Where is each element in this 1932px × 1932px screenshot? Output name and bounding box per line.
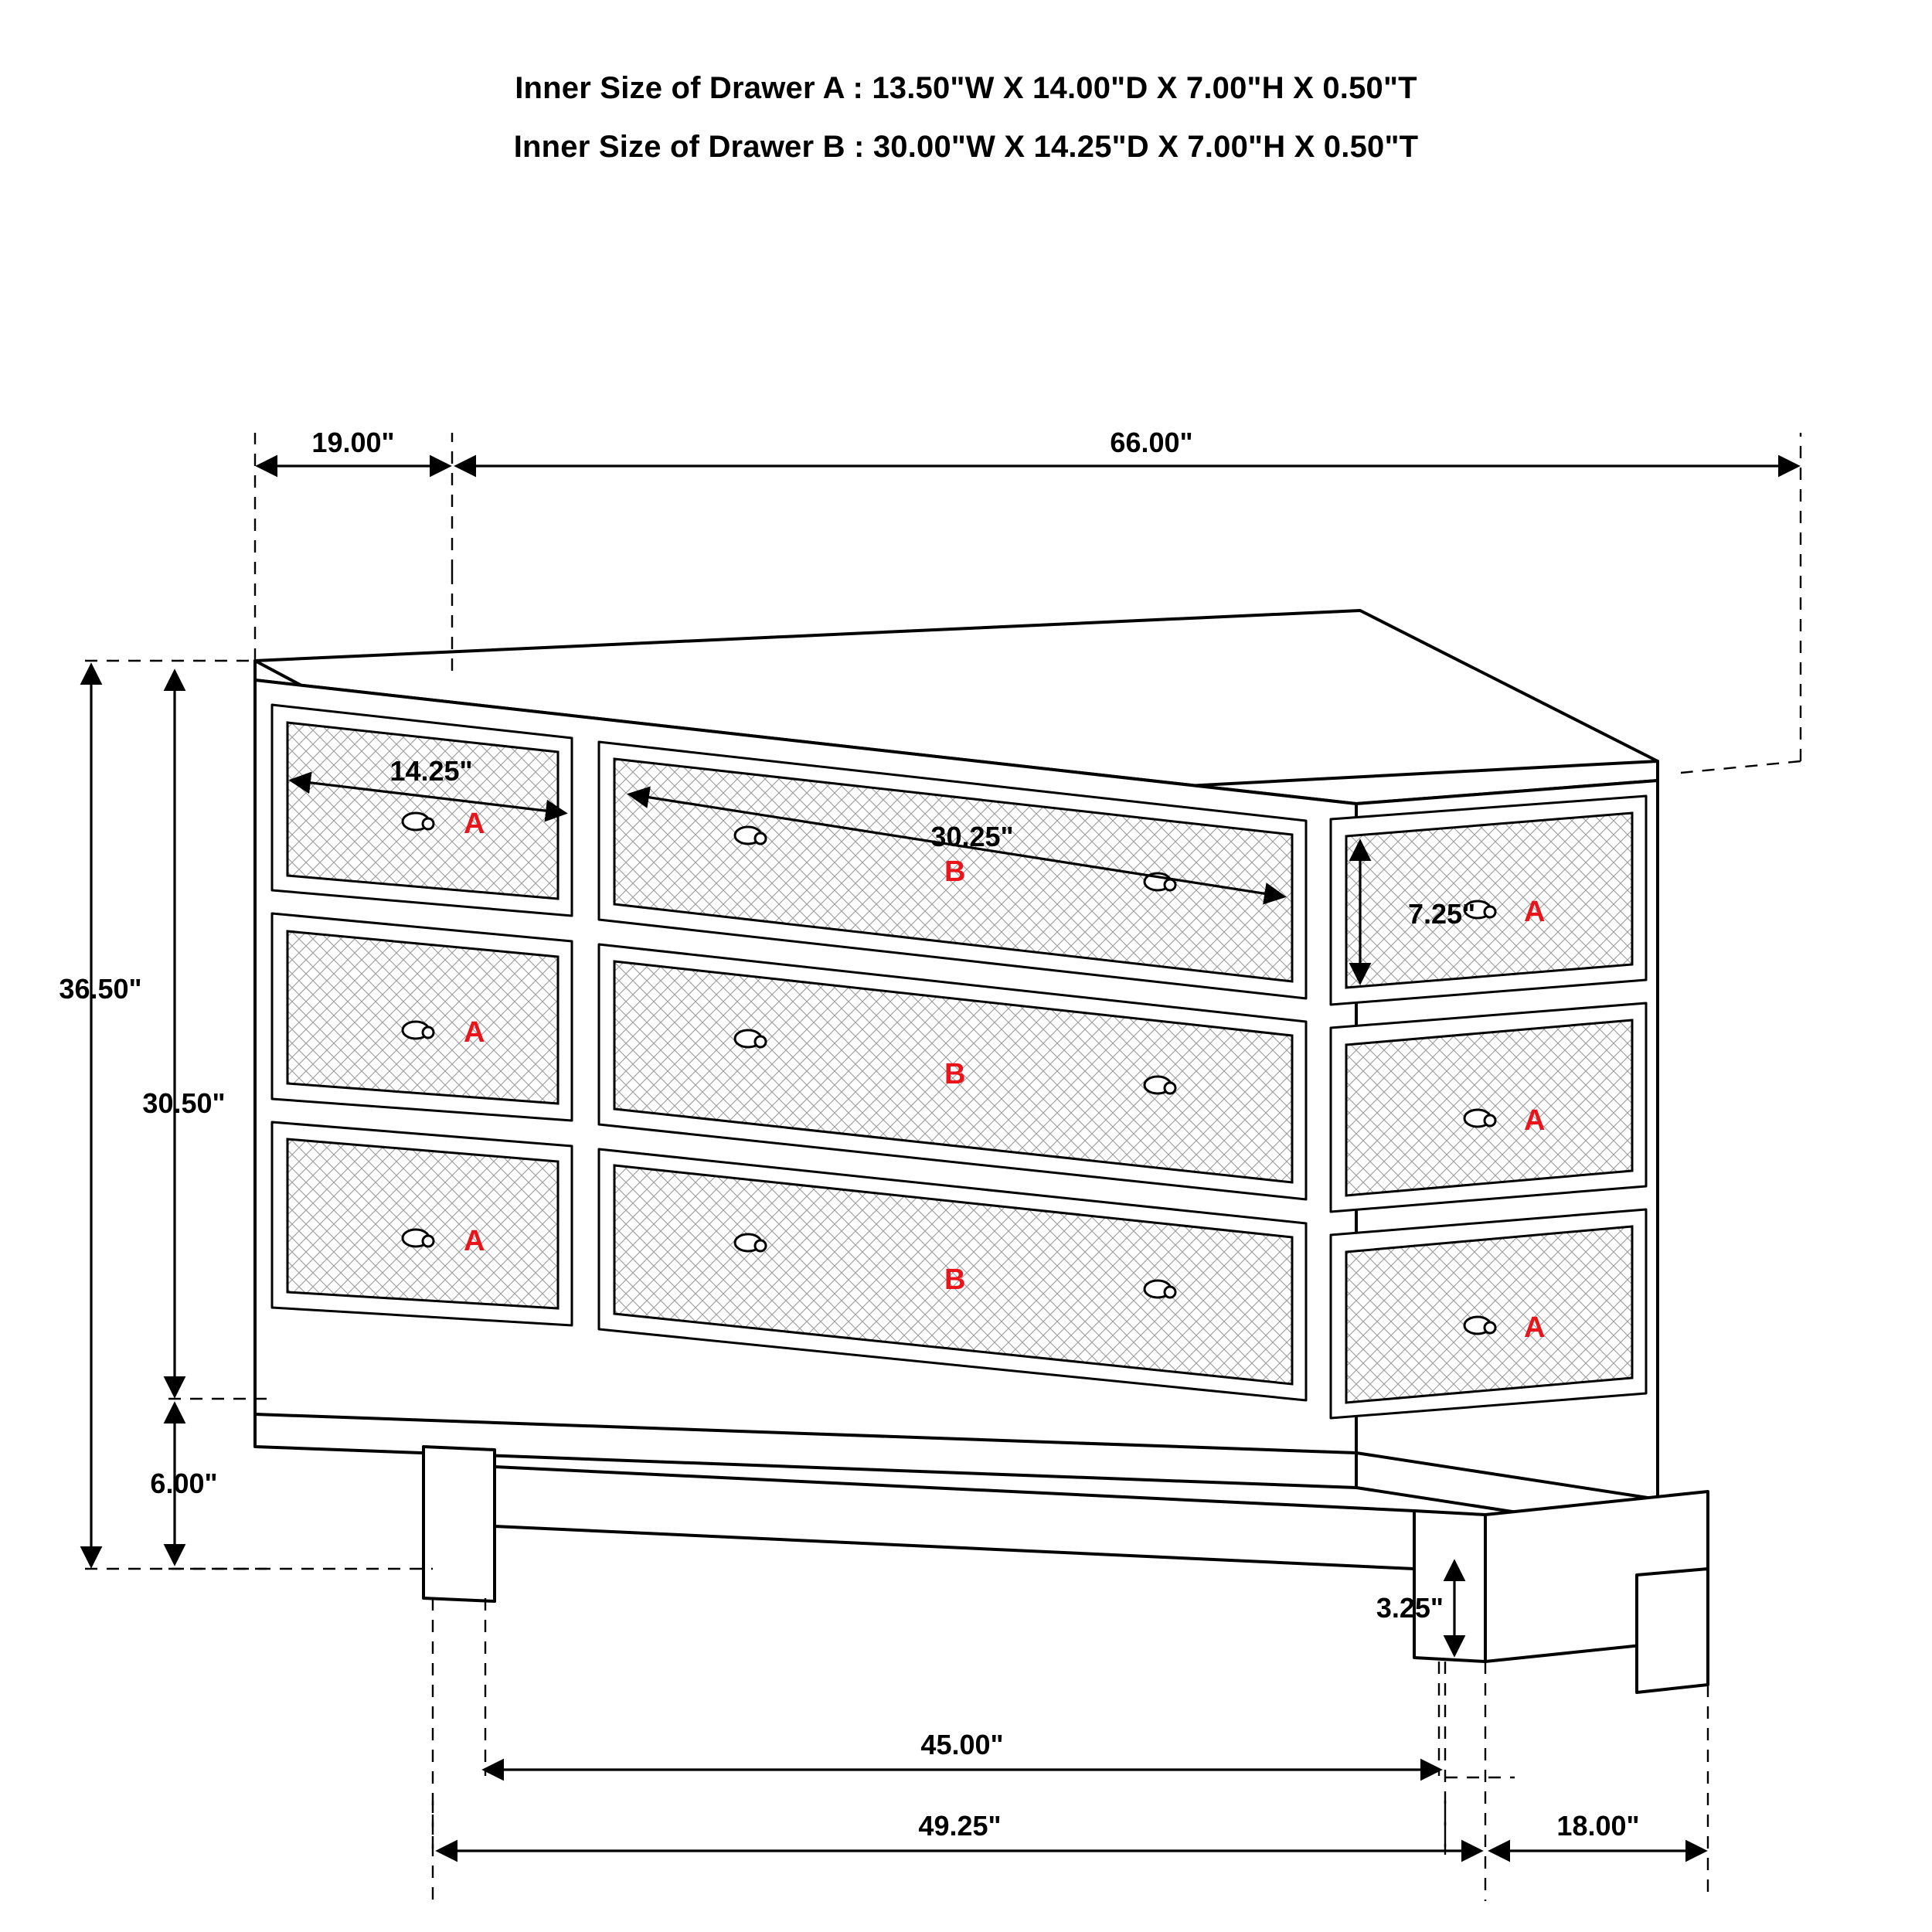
label-a-r1c1: A [464,808,485,840]
drawer-right-row2[interactable] [1331,1003,1646,1212]
dim-leg-height-value: 6.00" [150,1468,218,1499]
dim-cabinet-height [142,672,225,1395]
label-b-r1c2: B [944,855,966,888]
drawer-right-row3[interactable] [1331,1209,1646,1418]
dim-base-inner-width [485,1729,1439,1770]
label-a-r3c3: A [1524,1311,1546,1344]
dim-base-inner-width-value: 45.00" [920,1729,1004,1760]
dim-cabinet-height-value: 30.50" [142,1087,226,1119]
dim-leg-height [150,1405,217,1563]
dim-base-depth [1492,1810,1704,1851]
dim-depth-top-value: 19.00" [311,427,395,458]
drawer-b-spec-text: Inner Size of Drawer B : 30.00"W X 14.25"D X 7.00"H X 0.50"T [513,130,1419,164]
dim-drawer-height-value: 7.25" [1408,898,1476,930]
dim-depth-top [259,427,448,466]
label-b-r3c2: B [944,1264,966,1296]
dim-stretcher-height-value: 3.25" [1376,1592,1444,1624]
drawer-left-row1[interactable] [272,705,572,916]
dim-base-outer-width [439,1810,1480,1851]
dim-drawer-a-width-value: 14.25" [389,755,473,787]
dim-base-outer-width-value: 49.25" [918,1810,1002,1842]
label-a-r1c3: A [1524,896,1546,928]
drawer-left-row3[interactable] [272,1122,572,1325]
dim-width-top-value: 66.00" [1110,427,1193,458]
drawer-a-spec-text: Inner Size of Drawer A : 13.50"W X 14.00"D X 7.00"H X 0.50"T [515,71,1417,105]
label-b-r2c2: B [944,1058,966,1090]
label-a-r2c1: A [464,1016,485,1049]
dim-base-depth-value: 18.00" [1556,1810,1640,1842]
dim-total-height-value: 36.50" [59,973,142,1005]
label-a-r3c1: A [464,1225,485,1257]
drawer-right-row1[interactable] [1331,796,1646,1005]
drawer-left-row2[interactable] [272,913,572,1121]
dim-total-height [59,666,141,1565]
dresser-body [255,611,1708,1692]
dim-width-top [457,427,1797,466]
dim-drawer-b-width-value: 30.25" [930,821,1014,852]
label-a-r2c3: A [1524,1104,1546,1137]
